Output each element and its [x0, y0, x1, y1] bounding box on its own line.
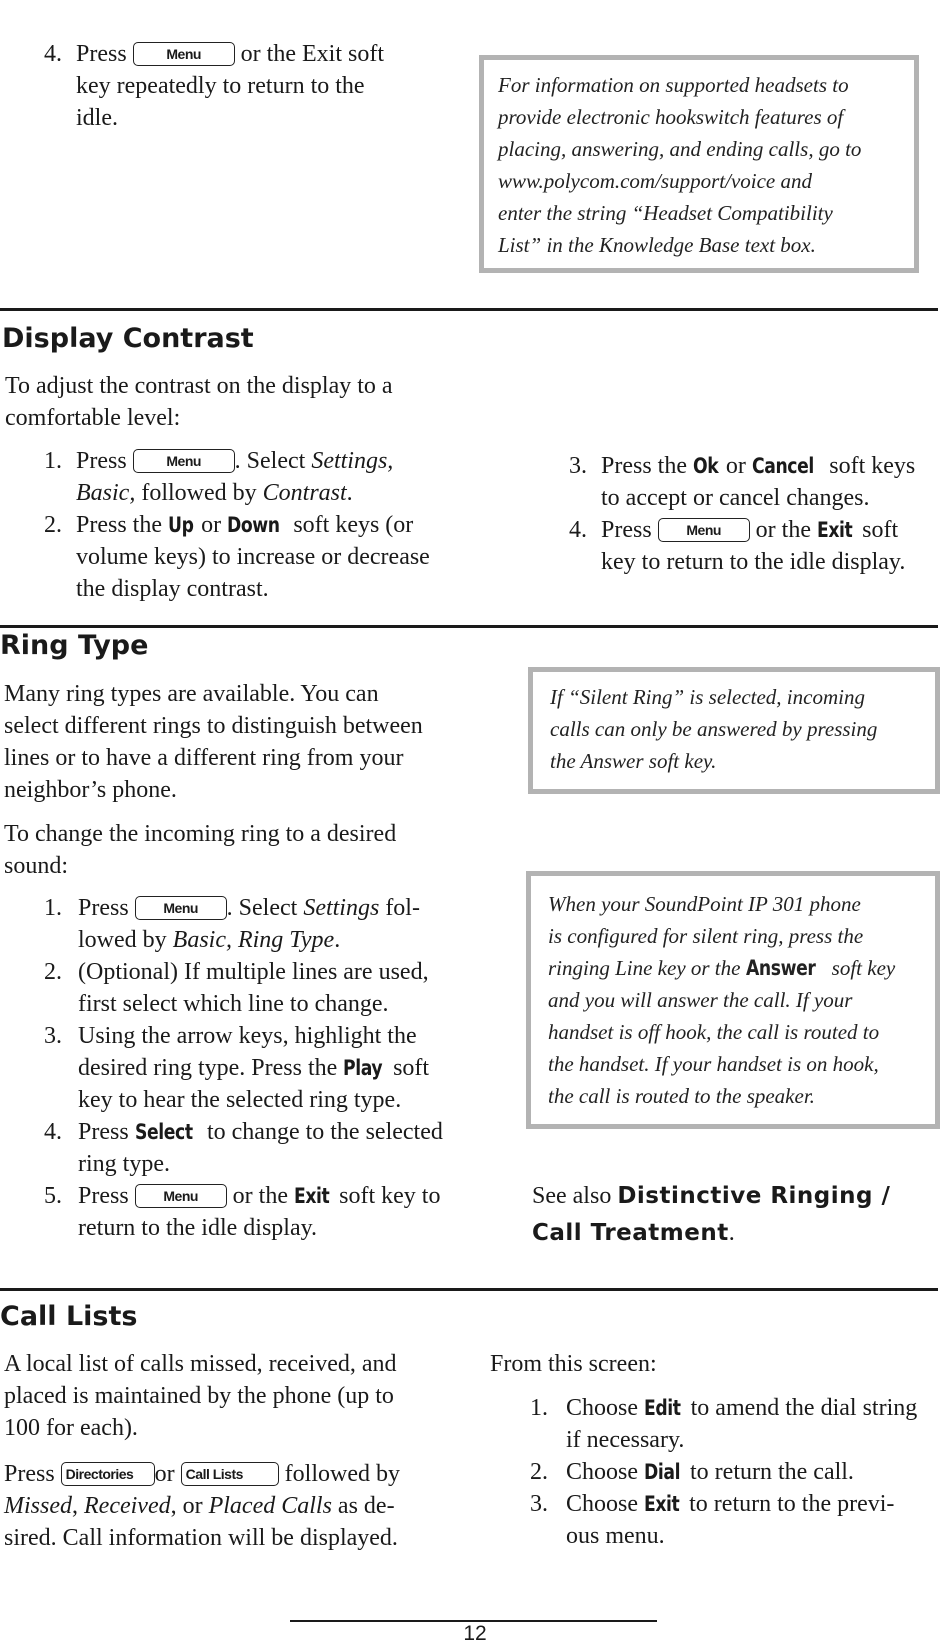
list-item: 1. Press Menu . Select Settings, Basic, followed by Contrast. — [44, 448, 394, 506]
heading-display-contrast: Display Contrast — [2, 323, 254, 354]
list-item: 3. Press the Ok or Cancel soft keys to accept or cancel changes. — [569, 453, 916, 511]
list-item: 4. Press Menu or the Exit soft key to return to the idle display. — [569, 517, 906, 575]
link-distinctive-ringing[interactable]: Distinctive Ringing / — [617, 1183, 891, 1209]
list-item: 5. Press Menu or the Exit soft key to return to the idle display. — [44, 1183, 441, 1241]
list-item: 3. Using the arrow keys, highlight the desired ring type. Press the Play soft key to hear the selected ring type. — [44, 1023, 430, 1113]
call-lists-intro: A local list of calls missed, received, and placed is maintained by the phone (up to 100 for each). Press Directories or Call Lists followed by Missed, Received, or Placed Calls as de- sired. Call information will be displayed. — [4, 1351, 400, 1551]
list-item: 2. (Optional) If multiple lines are used, first select which line to change. — [44, 959, 429, 1017]
section-rule — [0, 308, 938, 311]
display-contrast-steps-left — [0, 445, 480, 605]
list-item: 1. Press Menu . Select Settings fol- lowed by Basic, Ring Type. — [44, 895, 420, 953]
call-lists-right: From this screen: 1. Choose Edit to amend the dial string if necessary. 2. Choose Dial to return the call. 3. Choose Exit to return to the previ- ous menu. — [490, 1348, 950, 1552]
top-step-4: 4. Press Menu or the Exit soft key repeatedly to return to the idle. — [0, 38, 460, 134]
link-call-treatment[interactable]: Call Treatment — [532, 1220, 729, 1246]
menu-key-icon: Menu — [133, 42, 235, 66]
heading-ring-type: Ring Type — [0, 630, 149, 661]
menu-key-icon: Menu — [658, 518, 750, 542]
step-number: 4. — [44, 41, 62, 67]
section-rule — [0, 1288, 938, 1291]
silent-ring-note-box: If “Silent Ring” is selected, incoming calls can only be answered by pressing the Answer soft key. — [528, 667, 940, 794]
display-contrast-steps-right — [521, 450, 946, 578]
menu-key-icon: Menu — [133, 449, 235, 473]
list-item: 1. Choose Edit to amend the dial string if necessary. — [530, 1395, 918, 1453]
call-lists-key-icon: Call Lists — [181, 1462, 279, 1486]
directories-key-icon: Directories — [61, 1462, 155, 1486]
list-item: 4. Press Select to change to the selected ring type. — [44, 1119, 443, 1177]
headset-note-box: For information on supported headsets to provide electronic hookswitch features of placing, answering, and ending calls, go to www.polycom.com/support/voice and enter the string “Headset Compatibility List” in the Knowledge Base text box. — [479, 55, 919, 273]
section-rule — [0, 625, 938, 628]
ring-type-steps — [0, 892, 480, 1244]
menu-key-icon: Menu — [135, 896, 227, 920]
soundpoint-note-box: When your SoundPoint IP 301 phone is configured for silent ring, press the ringing Line key or the Answer soft key and you will answer the call. If your handset is off hook, the call is routed to the handset. If your handset is on hook, the call is routed to the speaker. — [526, 871, 940, 1129]
menu-key-icon: Menu — [135, 1184, 227, 1208]
page-number: 12 — [463, 1622, 487, 1645]
list-item: 2. Press the Up or Down soft keys (or volume keys) to increase or decrease the display contrast. — [44, 512, 430, 602]
display-contrast-intro: To adjust the contrast on the display to a comfortable level: — [5, 373, 393, 431]
list-item: 3. Choose Exit to return to the previ- ous menu. — [530, 1491, 895, 1549]
ring-type-intro: Many ring types are available. You can select different rings to distinguish between lines or to have a different ring from your neighbor’s phone. To change the incoming ring to a desired sound: — [4, 681, 423, 879]
list-item: 2. Choose Dial to return the call. — [530, 1459, 854, 1485]
see-also: See also Distinctive Ringing / Call Treatment. — [532, 1183, 891, 1246]
heading-call-lists: Call Lists — [0, 1301, 138, 1332]
